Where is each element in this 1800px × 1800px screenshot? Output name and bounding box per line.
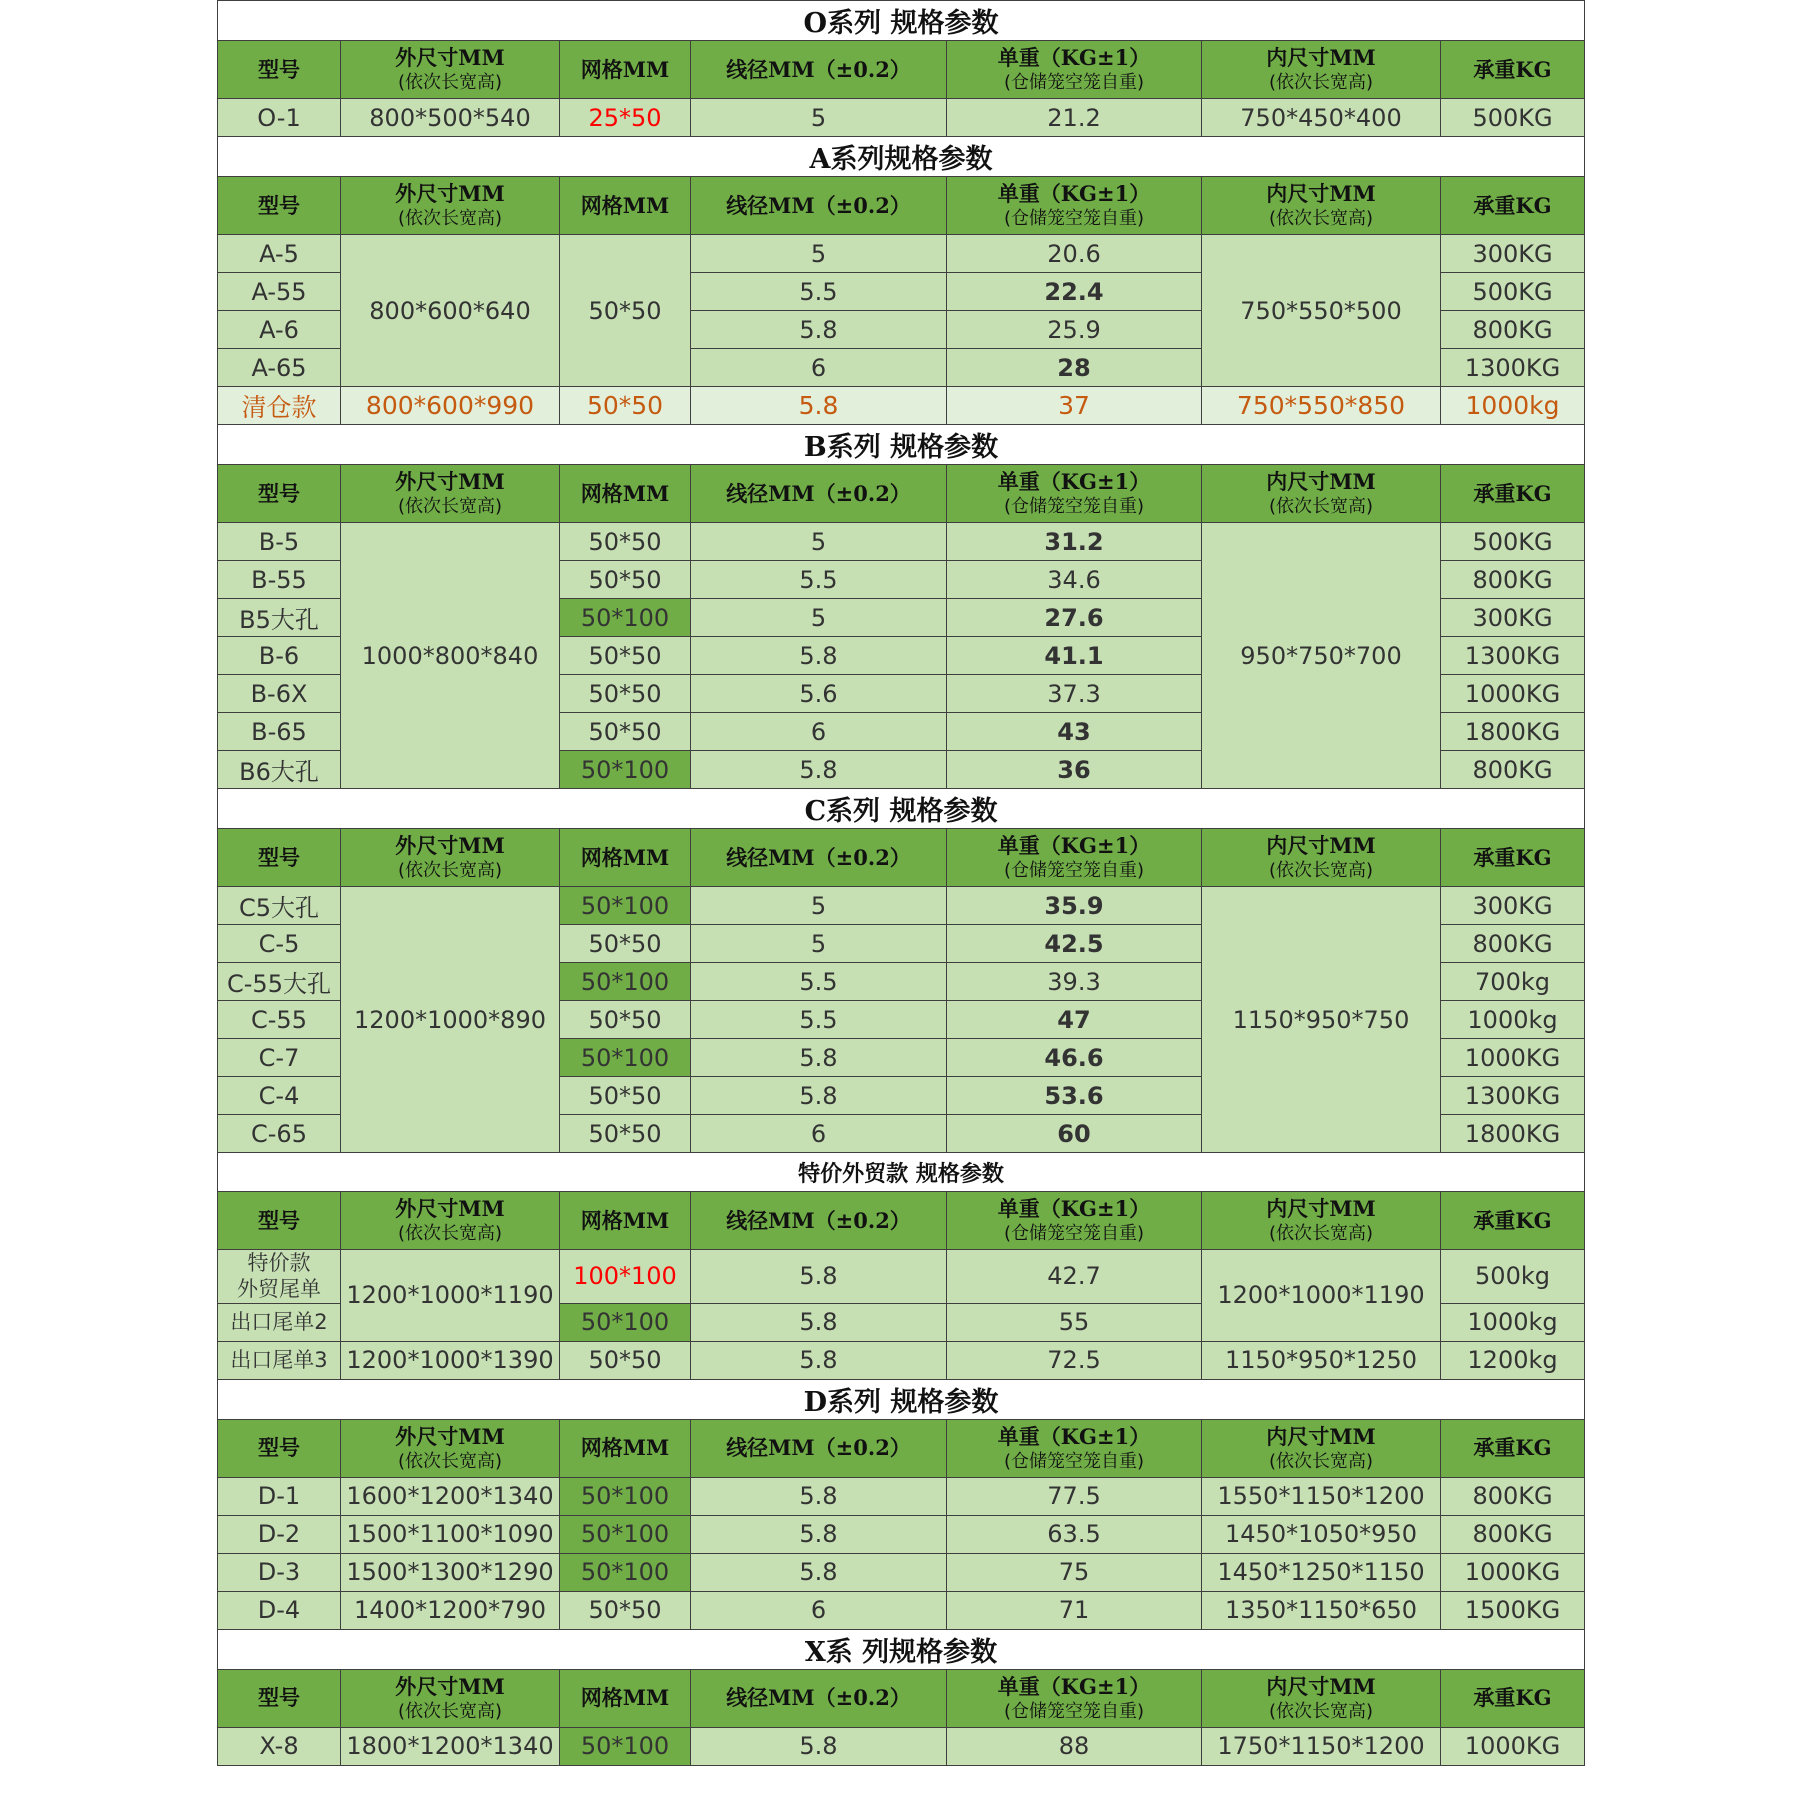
col-header-model: 型号 xyxy=(218,1669,341,1727)
weight-cell: 55 xyxy=(947,1303,1202,1341)
weight-cell: 37.3 xyxy=(947,675,1202,713)
col-header-weight xyxy=(947,41,1202,99)
col-header-inner xyxy=(1202,177,1441,235)
col-header-model: 型号 xyxy=(218,177,341,235)
model-cell: B-6 xyxy=(218,637,341,675)
col-header-wire: 线径MM（±0.2） xyxy=(691,1669,947,1727)
outer-size-cell: 800*500*540 xyxy=(341,99,560,137)
wire-cell: 5.8 xyxy=(691,1727,947,1765)
col-header-mesh: 网格MM xyxy=(560,177,691,235)
wire-cell: 5.8 xyxy=(691,1477,947,1515)
wire-cell: 6 xyxy=(691,713,947,751)
weight-cell: 37 xyxy=(947,387,1202,425)
section-title: X系 列规格参数 xyxy=(218,1629,1585,1669)
table-row xyxy=(218,1591,1585,1629)
load-cell: 800KG xyxy=(1441,561,1585,599)
load-cell: 500kg xyxy=(1441,1250,1585,1304)
col-header-inner-subtitle: (依次长宽高) xyxy=(1268,1700,1374,1722)
load-cell: 1000KG xyxy=(1441,675,1585,713)
col-header-model: 型号 xyxy=(218,1192,341,1250)
col-header-weight-title: 单重（KG±1） xyxy=(997,45,1151,71)
wire-cell: 6 xyxy=(691,1591,947,1629)
col-header-inner-subtitle: (依次长宽高) xyxy=(1268,1450,1374,1472)
header-row xyxy=(218,829,1585,887)
model-cell: B6大孔 xyxy=(218,751,341,789)
model-cell: B-6X xyxy=(218,675,341,713)
col-header-outer xyxy=(341,1419,560,1477)
load-cell: 500KG xyxy=(1441,99,1585,137)
header-row xyxy=(218,41,1585,99)
model-cell: X-8 xyxy=(218,1727,341,1765)
model-cell: A-55 xyxy=(218,273,341,311)
wire-cell: 5.5 xyxy=(691,963,947,1001)
model-cell: B-55 xyxy=(218,561,341,599)
col-header-model: 型号 xyxy=(218,465,341,523)
inner-size-cell: 750*550*500 xyxy=(1202,235,1441,387)
mesh-cell: 50*100 xyxy=(560,1477,691,1515)
weight-cell: 31.2 xyxy=(947,523,1202,561)
col-header-outer-title: 外尺寸MM xyxy=(395,1673,505,1699)
section-title-row xyxy=(218,1,1585,41)
load-cell: 1000KG xyxy=(1441,1727,1585,1765)
mesh-cell: 50*50 xyxy=(560,1591,691,1629)
col-header-inner xyxy=(1202,465,1441,523)
col-header-inner-title: 内尺寸MM xyxy=(1266,45,1376,71)
load-cell: 1000kg xyxy=(1441,1303,1585,1341)
col-header-mesh: 网格MM xyxy=(560,41,691,99)
col-header-inner-title: 内尺寸MM xyxy=(1266,181,1376,207)
inner-size-cell: 1550*1150*1200 xyxy=(1202,1477,1441,1515)
mesh-cell: 50*100 xyxy=(560,1303,691,1341)
col-header-outer-subtitle: (依次长宽高) xyxy=(397,860,503,882)
col-header-load: 承重KG xyxy=(1441,41,1585,99)
table-row xyxy=(218,1250,1585,1304)
col-header-inner xyxy=(1202,1192,1441,1250)
col-header-weight-title: 单重（KG±1） xyxy=(997,181,1151,207)
col-header-outer-title: 外尺寸MM xyxy=(395,45,505,71)
model-cell: D-2 xyxy=(218,1515,341,1553)
mesh-cell: 50*50 xyxy=(560,713,691,751)
section-title-row xyxy=(218,137,1585,177)
wire-cell: 5.8 xyxy=(691,751,947,789)
col-header-outer xyxy=(341,177,560,235)
wire-cell: 5.8 xyxy=(691,1077,947,1115)
header-row xyxy=(218,177,1585,235)
mesh-cell: 50*50 xyxy=(560,235,691,387)
load-cell: 1300KG xyxy=(1441,637,1585,675)
model-cell: C5大孔 xyxy=(218,887,341,925)
mesh-cell: 50*100 xyxy=(560,1515,691,1553)
wire-cell: 5 xyxy=(691,523,947,561)
col-header-outer xyxy=(341,1669,560,1727)
section-title-row xyxy=(218,1153,1585,1192)
outer-size-cell: 1200*1000*890 xyxy=(341,887,560,1153)
col-header-weight-subtitle: (仓储笼空笼自重) xyxy=(1003,1223,1145,1245)
col-header-wire: 线径MM（±0.2） xyxy=(691,177,947,235)
model-line-1: 特价款 xyxy=(247,1251,311,1275)
outer-size-cell: 1600*1200*1340 xyxy=(341,1477,560,1515)
wire-cell: 6 xyxy=(691,1115,947,1153)
mesh-cell: 50*50 xyxy=(560,637,691,675)
load-cell: 1000KG xyxy=(1441,1553,1585,1591)
col-header-inner-subtitle: (依次长宽高) xyxy=(1268,860,1374,882)
section-title: 特价外贸款 规格参数 xyxy=(218,1153,1585,1192)
mesh-cell: 50*100 xyxy=(560,599,691,637)
col-header-outer-subtitle: (依次长宽高) xyxy=(397,1223,503,1245)
col-header-mesh: 网格MM xyxy=(560,465,691,523)
mesh-cell: 50*50 xyxy=(560,675,691,713)
mesh-cell: 50*50 xyxy=(560,523,691,561)
inner-size-cell: 750*450*400 xyxy=(1202,99,1441,137)
col-header-inner-subtitle: (依次长宽高) xyxy=(1268,496,1374,518)
weight-cell: 41.1 xyxy=(947,637,1202,675)
inner-size-cell: 1750*1150*1200 xyxy=(1202,1727,1441,1765)
weight-cell: 25.9 xyxy=(947,311,1202,349)
weight-cell: 46.6 xyxy=(947,1039,1202,1077)
load-cell: 1300KG xyxy=(1441,349,1585,387)
outer-size-cell: 1500*1100*1090 xyxy=(341,1515,560,1553)
load-cell: 1300KG xyxy=(1441,1077,1585,1115)
mesh-cell: 25*50 xyxy=(560,99,691,137)
load-cell: 1800KG xyxy=(1441,1115,1585,1153)
col-header-weight-subtitle: (仓储笼空笼自重) xyxy=(1003,1450,1145,1472)
mesh-cell: 50*50 xyxy=(560,1077,691,1115)
weight-cell: 72.5 xyxy=(947,1341,1202,1379)
mesh-cell: 50*100 xyxy=(560,1553,691,1591)
col-header-weight xyxy=(947,465,1202,523)
header-row xyxy=(218,465,1585,523)
section-title-row xyxy=(218,789,1585,829)
col-header-weight-subtitle: (仓储笼空笼自重) xyxy=(1003,72,1145,94)
col-header-weight-title: 单重（KG±1） xyxy=(997,469,1151,495)
model-cell: A-6 xyxy=(218,311,341,349)
table-row xyxy=(218,887,1585,925)
inner-size-cell: 1150*950*1250 xyxy=(1202,1341,1441,1379)
mesh-cell: 50*50 xyxy=(560,1001,691,1039)
col-header-weight-subtitle: (仓储笼空笼自重) xyxy=(1003,1700,1145,1722)
col-header-outer-title: 外尺寸MM xyxy=(395,1423,505,1449)
col-header-outer-subtitle: (依次长宽高) xyxy=(397,1700,503,1722)
mesh-cell: 50*50 xyxy=(560,561,691,599)
col-header-mesh: 网格MM xyxy=(560,1669,691,1727)
outer-size-cell: 1200*1000*1390 xyxy=(341,1341,560,1379)
col-header-load: 承重KG xyxy=(1441,465,1585,523)
inner-size-cell: 1150*950*750 xyxy=(1202,887,1441,1153)
model-cell: B-5 xyxy=(218,523,341,561)
table-row xyxy=(218,99,1585,137)
inner-size-cell: 1200*1000*1190 xyxy=(1202,1250,1441,1342)
wire-cell: 5.5 xyxy=(691,273,947,311)
col-header-outer xyxy=(341,1192,560,1250)
load-cell: 1000kg xyxy=(1441,1001,1585,1039)
weight-cell: 47 xyxy=(947,1001,1202,1039)
section-title: B系列 规格参数 xyxy=(218,425,1585,465)
section-title: C系列 规格参数 xyxy=(218,789,1585,829)
mesh-cell: 50*100 xyxy=(560,1039,691,1077)
col-header-load: 承重KG xyxy=(1441,1419,1585,1477)
weight-cell: 43 xyxy=(947,713,1202,751)
outer-size-cell: 1200*1000*1190 xyxy=(341,1250,560,1342)
col-header-weight-title: 单重（KG±1） xyxy=(997,833,1151,859)
table-row-clearance xyxy=(218,387,1585,425)
inner-size-cell: 750*550*850 xyxy=(1202,387,1441,425)
section-title: O系列 规格参数 xyxy=(218,1,1585,41)
table-row xyxy=(218,235,1585,273)
inner-size-cell: 1450*1250*1150 xyxy=(1202,1553,1441,1591)
weight-cell: 39.3 xyxy=(947,963,1202,1001)
col-header-mesh: 网格MM xyxy=(560,1192,691,1250)
col-header-weight-subtitle: (仓储笼空笼自重) xyxy=(1003,496,1145,518)
weight-cell: 34.6 xyxy=(947,561,1202,599)
outer-size-cell: 1800*1200*1340 xyxy=(341,1727,560,1765)
col-header-inner xyxy=(1202,1419,1441,1477)
model-cell: C-55大孔 xyxy=(218,963,341,1001)
mesh-cell: 50*50 xyxy=(560,1115,691,1153)
table-row xyxy=(218,523,1585,561)
col-header-model: 型号 xyxy=(218,41,341,99)
col-header-wire: 线径MM（±0.2） xyxy=(691,829,947,887)
col-header-outer-subtitle: (依次长宽高) xyxy=(397,496,503,518)
wire-cell: 5 xyxy=(691,925,947,963)
table-row xyxy=(218,1341,1585,1379)
wire-cell: 5 xyxy=(691,887,947,925)
load-cell: 800KG xyxy=(1441,925,1585,963)
col-header-model: 型号 xyxy=(218,829,341,887)
model-cell: C-55 xyxy=(218,1001,341,1039)
wire-cell: 5.8 xyxy=(691,1303,947,1341)
wire-cell: 5.6 xyxy=(691,675,947,713)
wire-cell: 5.8 xyxy=(691,311,947,349)
wire-cell: 5.8 xyxy=(691,387,947,425)
inner-size-cell: 1450*1050*950 xyxy=(1202,1515,1441,1553)
section-title: A系列规格参数 xyxy=(218,137,1585,177)
load-cell: 300KG xyxy=(1441,887,1585,925)
col-header-wire: 线径MM（±0.2） xyxy=(691,1192,947,1250)
weight-cell: 60 xyxy=(947,1115,1202,1153)
col-header-outer-subtitle: (依次长宽高) xyxy=(397,1450,503,1472)
model-cell: A-65 xyxy=(218,349,341,387)
wire-cell: 5.5 xyxy=(691,1001,947,1039)
wire-cell: 5.8 xyxy=(691,1553,947,1591)
header-row xyxy=(218,1669,1585,1727)
wire-cell: 5 xyxy=(691,599,947,637)
weight-cell: 63.5 xyxy=(947,1515,1202,1553)
col-header-weight xyxy=(947,1192,1202,1250)
model-cell: 出口尾单2 xyxy=(218,1303,341,1341)
wire-cell: 5.8 xyxy=(691,637,947,675)
wire-cell: 5 xyxy=(691,99,947,137)
section-title-row xyxy=(218,1629,1585,1669)
col-header-outer-subtitle: (依次长宽高) xyxy=(397,72,503,94)
col-header-load: 承重KG xyxy=(1441,1192,1585,1250)
section-title: D系列 规格参数 xyxy=(218,1379,1585,1419)
weight-cell: 20.6 xyxy=(947,235,1202,273)
wire-cell: 5 xyxy=(691,235,947,273)
spec-table xyxy=(217,0,1585,1766)
weight-cell: 36 xyxy=(947,751,1202,789)
col-header-outer-title: 外尺寸MM xyxy=(395,181,505,207)
load-cell: 300KG xyxy=(1441,235,1585,273)
wire-cell: 5.8 xyxy=(691,1039,947,1077)
load-cell: 800KG xyxy=(1441,751,1585,789)
weight-cell: 27.6 xyxy=(947,599,1202,637)
inner-size-cell: 1350*1150*650 xyxy=(1202,1591,1441,1629)
col-header-outer-subtitle: (依次长宽高) xyxy=(397,208,503,230)
mesh-cell: 50*100 xyxy=(560,751,691,789)
col-header-outer xyxy=(341,465,560,523)
mesh-cell: 50*50 xyxy=(560,1341,691,1379)
outer-size-cell: 1400*1200*790 xyxy=(341,1591,560,1629)
col-header-inner-title: 内尺寸MM xyxy=(1266,469,1376,495)
col-header-weight xyxy=(947,1669,1202,1727)
outer-size-cell: 1500*1300*1290 xyxy=(341,1553,560,1591)
mesh-cell: 50*50 xyxy=(560,387,691,425)
col-header-weight xyxy=(947,177,1202,235)
model-cell: D-4 xyxy=(218,1591,341,1629)
table-row xyxy=(218,1477,1585,1515)
wire-cell: 5.5 xyxy=(691,561,947,599)
weight-cell: 42.7 xyxy=(947,1250,1202,1304)
wire-cell: 5.8 xyxy=(691,1515,947,1553)
table-row xyxy=(218,1553,1585,1591)
section-title-row xyxy=(218,425,1585,465)
col-header-inner-title: 内尺寸MM xyxy=(1266,1673,1376,1699)
col-header-mesh: 网格MM xyxy=(560,1419,691,1477)
model-cell: O-1 xyxy=(218,99,341,137)
col-header-weight-subtitle: (仓储笼空笼自重) xyxy=(1003,860,1145,882)
col-header-outer-title: 外尺寸MM xyxy=(395,833,505,859)
weight-cell: 35.9 xyxy=(947,887,1202,925)
col-header-load: 承重KG xyxy=(1441,829,1585,887)
load-cell: 500KG xyxy=(1441,523,1585,561)
model-cell: B-65 xyxy=(218,713,341,751)
load-cell: 1000kg xyxy=(1441,387,1585,425)
mesh-cell: 50*50 xyxy=(560,925,691,963)
load-cell: 1500KG xyxy=(1441,1591,1585,1629)
col-header-load: 承重KG xyxy=(1441,177,1585,235)
outer-size-cell: 1000*800*840 xyxy=(341,523,560,789)
outer-size-cell: 800*600*990 xyxy=(341,387,560,425)
col-header-weight-subtitle: (仓储笼空笼自重) xyxy=(1003,208,1145,230)
load-cell: 300KG xyxy=(1441,599,1585,637)
mesh-cell: 50*100 xyxy=(560,963,691,1001)
wire-cell: 6 xyxy=(691,349,947,387)
mesh-cell: 100*100 xyxy=(560,1250,691,1304)
model-cell: B5大孔 xyxy=(218,599,341,637)
col-header-load: 承重KG xyxy=(1441,1669,1585,1727)
load-cell: 700kg xyxy=(1441,963,1585,1001)
model-cell: D-1 xyxy=(218,1477,341,1515)
col-header-weight-title: 单重（KG±1） xyxy=(997,1673,1151,1699)
col-header-inner-title: 内尺寸MM xyxy=(1266,1423,1376,1449)
model-cell: C-5 xyxy=(218,925,341,963)
col-header-inner-title: 内尺寸MM xyxy=(1266,1196,1376,1222)
inner-size-cell: 950*750*700 xyxy=(1202,523,1441,789)
model-cell: C-65 xyxy=(218,1115,341,1153)
table-row xyxy=(218,1727,1585,1765)
weight-cell: 42.5 xyxy=(947,925,1202,963)
weight-cell: 28 xyxy=(947,349,1202,387)
weight-cell: 21.2 xyxy=(947,99,1202,137)
col-header-outer xyxy=(341,829,560,887)
weight-cell: 77.5 xyxy=(947,1477,1202,1515)
header-row xyxy=(218,1419,1585,1477)
weight-cell: 75 xyxy=(947,1553,1202,1591)
weight-cell: 22.4 xyxy=(947,273,1202,311)
col-header-weight-title: 单重（KG±1） xyxy=(997,1423,1151,1449)
col-header-outer-title: 外尺寸MM xyxy=(395,469,505,495)
col-header-inner xyxy=(1202,1669,1441,1727)
model-line-2: 外贸尾单 xyxy=(237,1277,321,1302)
col-header-outer-title: 外尺寸MM xyxy=(395,1196,505,1222)
wire-cell: 5.8 xyxy=(691,1250,947,1304)
mesh-cell: 50*100 xyxy=(560,887,691,925)
col-header-inner-subtitle: (依次长宽高) xyxy=(1268,1223,1374,1245)
load-cell: 800KG xyxy=(1441,311,1585,349)
col-header-weight xyxy=(947,1419,1202,1477)
mesh-cell: 50*100 xyxy=(560,1727,691,1765)
load-cell: 1000KG xyxy=(1441,1039,1585,1077)
model-cell: 出口尾单3 xyxy=(218,1341,341,1379)
model-cell: 清仓款 xyxy=(218,387,341,425)
col-header-inner-subtitle: (依次长宽高) xyxy=(1268,208,1374,230)
load-cell: 800KG xyxy=(1441,1477,1585,1515)
model-cell: D-3 xyxy=(218,1553,341,1591)
header-row xyxy=(218,1192,1585,1250)
col-header-weight xyxy=(947,829,1202,887)
model-cell: C-4 xyxy=(218,1077,341,1115)
col-header-mesh: 网格MM xyxy=(560,829,691,887)
table-row xyxy=(218,1515,1585,1553)
model-cell: A-5 xyxy=(218,235,341,273)
wire-cell: 5.8 xyxy=(691,1341,947,1379)
col-header-weight-title: 单重（KG±1） xyxy=(997,1196,1151,1222)
col-header-wire: 线径MM（±0.2） xyxy=(691,41,947,99)
col-header-wire: 线径MM（±0.2） xyxy=(691,465,947,523)
col-header-wire: 线径MM（±0.2） xyxy=(691,1419,947,1477)
col-header-outer xyxy=(341,41,560,99)
model-cell: C-7 xyxy=(218,1039,341,1077)
weight-cell: 53.6 xyxy=(947,1077,1202,1115)
model-cell xyxy=(218,1250,341,1304)
load-cell: 1200kg xyxy=(1441,1341,1585,1379)
col-header-inner-subtitle: (依次长宽高) xyxy=(1268,72,1374,94)
load-cell: 500KG xyxy=(1441,273,1585,311)
col-header-model: 型号 xyxy=(218,1419,341,1477)
col-header-inner xyxy=(1202,41,1441,99)
col-header-inner xyxy=(1202,829,1441,887)
load-cell: 800KG xyxy=(1441,1515,1585,1553)
weight-cell: 88 xyxy=(947,1727,1202,1765)
load-cell: 1800KG xyxy=(1441,713,1585,751)
weight-cell: 71 xyxy=(947,1591,1202,1629)
section-title-row xyxy=(218,1379,1585,1419)
col-header-inner-title: 内尺寸MM xyxy=(1266,833,1376,859)
outer-size-cell: 800*600*640 xyxy=(341,235,560,387)
